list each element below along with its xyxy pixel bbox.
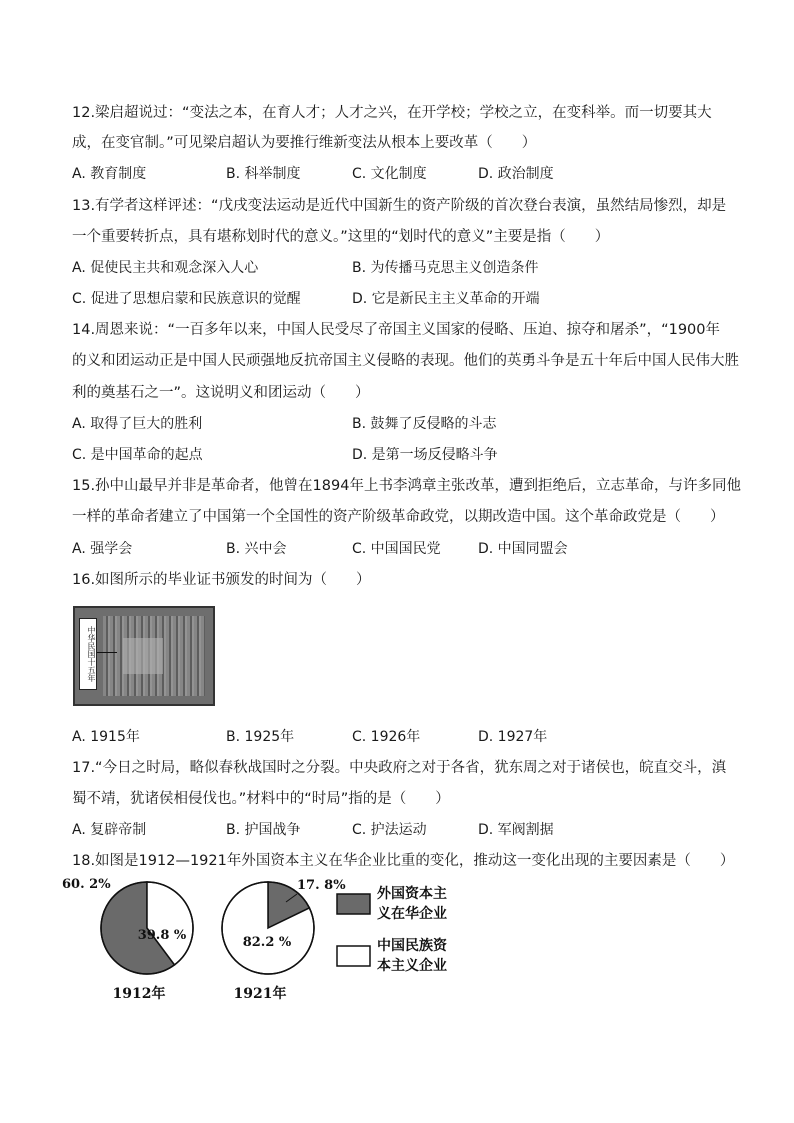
q14-option-c[interactable]: C. 是中国革命的起点 bbox=[72, 447, 203, 463]
q16-option-c[interactable]: C. 1926年 bbox=[352, 729, 421, 745]
q13-options-row1 bbox=[72, 258, 722, 278]
pie-0-year-label: 1912年 bbox=[112, 986, 166, 1002]
q15-option-c[interactable]: C. 中国国民党 bbox=[352, 541, 441, 557]
q12-stem-line2: 成，在变官制。”可见梁启超认为要推行维新变法从根本上要改革（ ） bbox=[72, 135, 537, 151]
diploma-photo bbox=[73, 606, 215, 706]
q16-option-b[interactable]: B. 1925年 bbox=[226, 729, 295, 745]
q12-option-c[interactable]: C. 文化制度 bbox=[352, 166, 427, 182]
q12-option-a[interactable]: A. 教育制度 bbox=[72, 166, 147, 182]
pie-0-value-label-1: 39.8 % bbox=[137, 928, 187, 943]
diploma-date-label: 中华民国十五年 bbox=[79, 618, 97, 690]
legend-label-0-line2: 义在华企业 bbox=[377, 906, 447, 922]
pie-1-value-label-1: 82.2 % bbox=[242, 935, 292, 950]
q17-option-d[interactable]: D. 军阀割据 bbox=[478, 822, 554, 838]
q16-option-d[interactable]: D. 1927年 bbox=[478, 729, 548, 745]
q12-option-d[interactable]: D. 政治制度 bbox=[478, 166, 554, 182]
label-pointer-line bbox=[95, 652, 117, 653]
q15-stem-line1: 15.孙中山最早并非是革命者，他曾在1894年上书李鸿章主张改革，遭到拒绝后，立志革命，与许多同他 bbox=[72, 478, 741, 494]
q14-option-a[interactable]: A. 取得了巨大的胜利 bbox=[72, 416, 203, 432]
q17-stem-line1: 17.“今日之时局，略似春秋战国时之分裂。中央政府之对于各省，犹东周之对于诸侯也，皖直交斗，滇 bbox=[72, 760, 727, 776]
q13-stem-line2: 一个重要转折点，具有堪称划时代的意义。”这里的“划时代的意义”主要是指（ ） bbox=[72, 229, 610, 245]
q14-option-d[interactable]: D. 是第一场反侵略斗争 bbox=[352, 447, 498, 463]
diploma-highlight bbox=[123, 638, 163, 674]
q15-options bbox=[72, 539, 722, 559]
q15-stem-line2: 一样的革命者建立了中国第一个全国性的资产阶级革命政党，以期改造中国。这个革命政党是（ ） bbox=[72, 509, 725, 525]
q14-stem-line1: 14.周恩来说：“一百多年以来，中国人民受尽了帝国主义国家的侵略、压迫、掠夺和屠杀”，“1900年 bbox=[72, 322, 720, 338]
enterprise-share-pie-charts bbox=[60, 872, 480, 1002]
q17-option-a[interactable]: A. 复辟帝制 bbox=[72, 822, 147, 838]
legend-swatch-1 bbox=[337, 946, 370, 966]
legend-swatch-0 bbox=[337, 894, 370, 914]
q14-stem-line3: 利的奠基石之一”。这说明义和团运动（ ） bbox=[72, 385, 370, 401]
q14-options-row1 bbox=[72, 414, 722, 434]
q13-option-a[interactable]: A. 促使民主共和观念深入人心 bbox=[72, 260, 259, 276]
q16-options bbox=[72, 727, 722, 747]
q17-options bbox=[72, 820, 722, 840]
q17-option-b[interactable]: B. 护国战争 bbox=[226, 822, 301, 838]
q14-stem-line2: 的义和团运动正是中国人民顽强地反抗帝国主义侵略的表现。他们的英勇斗争是五十年后中国人民伟大胜 bbox=[72, 353, 739, 369]
pie-1-year-label: 1921年 bbox=[233, 986, 287, 1002]
legend-label-0-line1: 外国资本主 bbox=[377, 886, 447, 902]
q13-option-d[interactable]: D. 它是新民主主义革命的开端 bbox=[352, 291, 540, 307]
pie-0-value-label-0: 60. 2% bbox=[62, 877, 111, 892]
q16-stem-line1: 16.如图所示的毕业证书颁发的时间为（ ） bbox=[72, 572, 371, 588]
q14-option-b[interactable]: B. 鼓舞了反侵略的斗志 bbox=[352, 416, 497, 432]
q14-options-row2 bbox=[72, 445, 722, 465]
q12-stem-line1: 12.梁启超说过：“变法之本，在育人才；人才之兴，在开学校；学校之立，在变科举。而一切要其大 bbox=[72, 105, 712, 121]
q13-option-b[interactable]: B. 为传播马克思主义创造条件 bbox=[352, 260, 539, 276]
q15-option-b[interactable]: B. 兴中会 bbox=[226, 541, 287, 557]
pie-1-value-label-0: 17. 8% bbox=[297, 878, 346, 893]
q13-options-row2 bbox=[72, 289, 722, 309]
q12-options bbox=[72, 164, 722, 184]
legend-label-1-line2: 本主义企业 bbox=[377, 958, 447, 974]
q15-option-a[interactable]: A. 强学会 bbox=[72, 541, 133, 557]
legend-label-1-line1: 中国民族资 bbox=[377, 938, 447, 954]
q13-stem-line1: 13.有学者这样评述：“戊戌变法运动是近代中国新生的资产阶级的首次登台表演，虽然结局惨烈，却是 bbox=[72, 198, 727, 214]
q16-option-a[interactable]: A. 1915年 bbox=[72, 729, 140, 745]
q15-option-d[interactable]: D. 中国同盟会 bbox=[478, 541, 568, 557]
q17-stem-line2: 蜀不靖，犹诸侯相侵伐也。”材料中的“时局”指的是（ ） bbox=[72, 791, 450, 807]
q18-stem-line1: 18.如图是1912—1921年外国资本主义在华企业比重的变化，推动这一变化出现的主要因素是（ ） bbox=[72, 853, 735, 869]
q17-option-c[interactable]: C. 护法运动 bbox=[352, 822, 427, 838]
q13-option-c[interactable]: C. 促进了思想启蒙和民族意识的觉醒 bbox=[72, 291, 301, 307]
q12-option-b[interactable]: B. 科举制度 bbox=[226, 166, 301, 182]
